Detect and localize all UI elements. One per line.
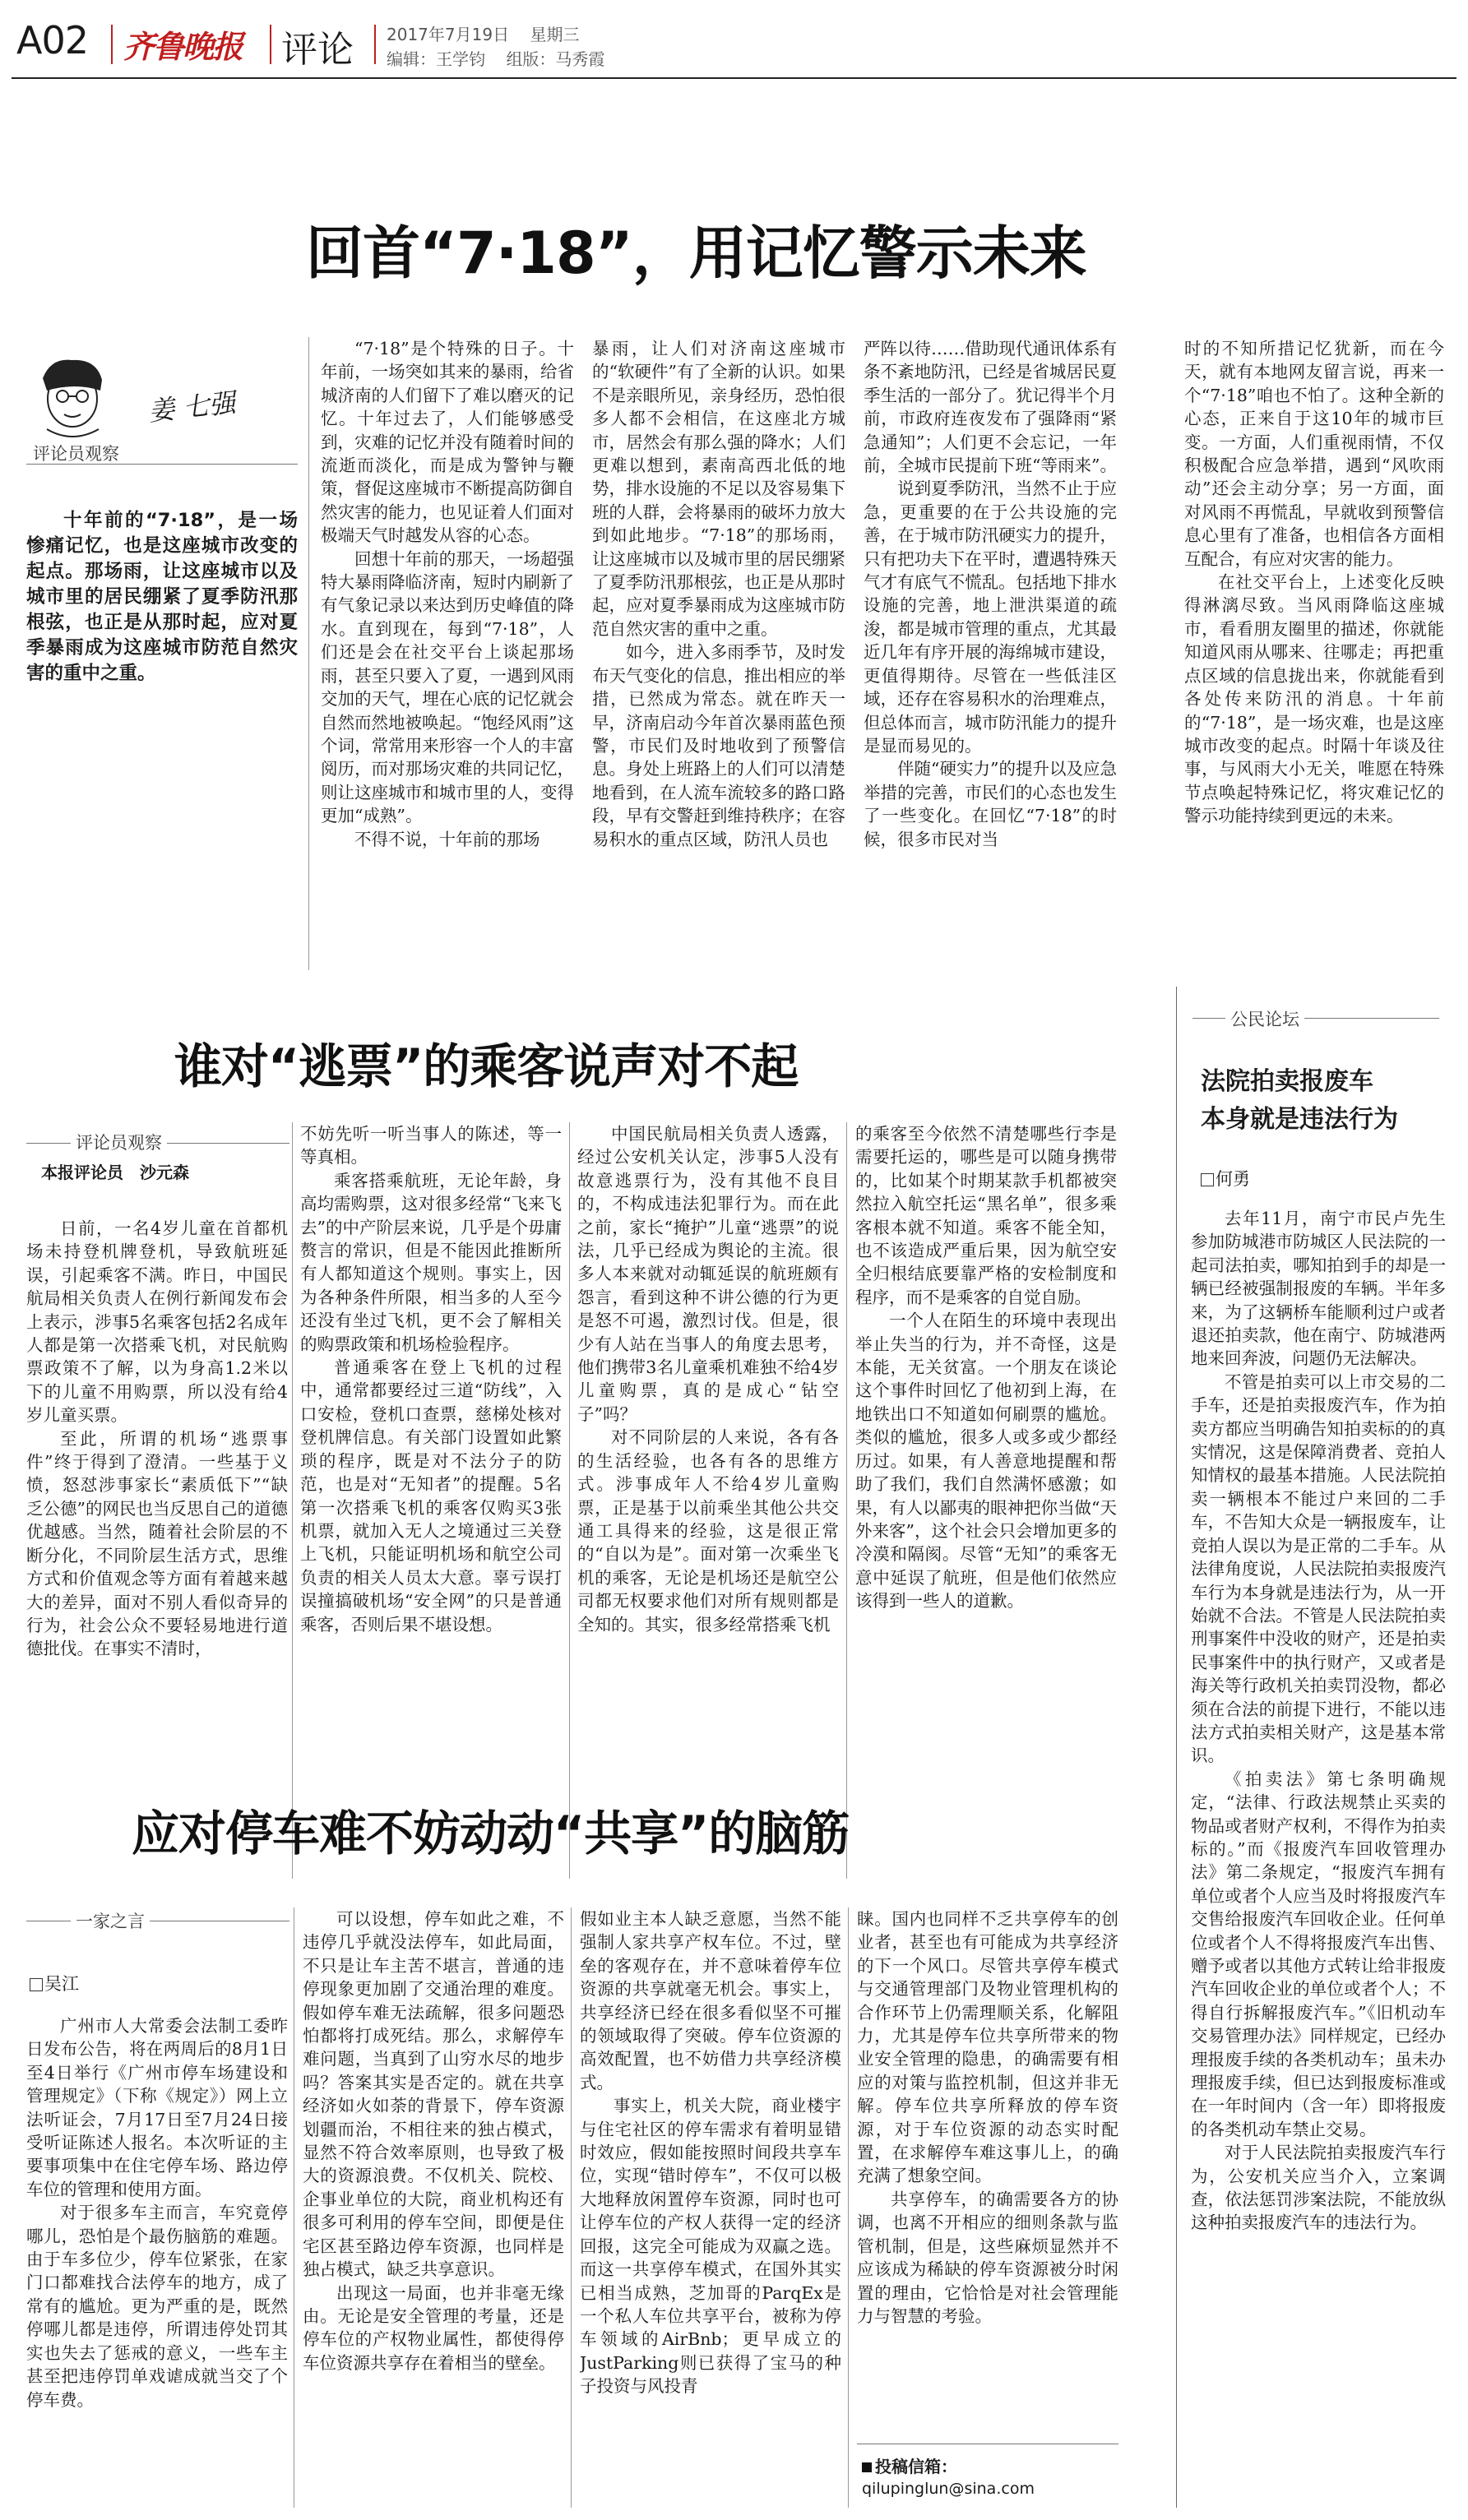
forum-headline-line-1: 法院拍卖报废车 bbox=[1201, 1067, 1373, 1096]
paragraph: 共享停车，的确需要各方的协调，也离不开相应的细则条款与监管机制，但是，这些麻烦显然并不应该成为稀缺的停车资源被分时闲置的理由，它恰恰是对社会管理能力与智慧的考验。 bbox=[857, 2189, 1118, 2326]
masthead-divider bbox=[270, 25, 271, 64]
paragraph: 乘客搭乘航班，无论年龄，身高均需购票，这对很多经常“飞来飞去”的中产阶层来说，几乎是个毋庸赘言的常识，但是不能因此推断所有人都知道这个规则。事实上，因为各种条件所限，相当多的人至今还没有坐过飞机，更不会了解相关的购票政策和机场检验程序。 bbox=[300, 1170, 562, 1354]
paper-logo: 齐鲁晚报 bbox=[123, 28, 243, 65]
section-title: 评论 bbox=[281, 29, 354, 71]
editor-credits bbox=[387, 46, 604, 70]
paragraph: 不妨先听一听当事人的陈述，等一等真相。 bbox=[300, 1124, 562, 1168]
article-3-col-2 bbox=[303, 1907, 564, 2508]
article-3-author-name: 吴江 bbox=[44, 1974, 79, 1994]
paragraph: 伴随“硬实力”的提升以及应急举措的完善，市民们的心态也发生了一些变化。在回忆“7·18”的时候，很多市民对当 bbox=[864, 759, 1117, 849]
column-rule bbox=[571, 1907, 572, 2508]
designer: 组版：马秀霞 bbox=[506, 49, 605, 69]
column-rule bbox=[308, 337, 309, 970]
forum-author bbox=[1201, 1166, 1250, 1191]
weekday: 星期三 bbox=[530, 25, 580, 44]
paragraph: 去年11月，南宁市民卢先生参加防城港市防城区人民法院的一起司法拍卖，哪知拍到手的却是一辆已经被强制报废的车辆。半年多来，为了这辆桥车能顺利过户或者退还拍卖款，他在南宁、防城港两地来回奔波，问题仍无法解决。 bbox=[1191, 1209, 1446, 1369]
article-2-col-3 bbox=[577, 1122, 839, 1879]
paragraph: “7·18”是个特殊的日子。十年前，一场突如其来的暴雨，给省城济南的人们留下了难以磨灭的记忆。十年过去了，人们能够感受到，灾难的记忆并没有随着时间的流逝而淡化，而是成为警钟与鞭策，督促这座城市不断提高防御自然灾害的能力，也见证着人们面对极端天气时越发从容的心态。 bbox=[321, 339, 574, 546]
headline-article-3: 应对停车难不妨动动“共享”的脑筋 bbox=[132, 1806, 850, 1861]
article-2-col-2 bbox=[300, 1122, 562, 1879]
forum-body bbox=[1191, 1207, 1446, 2506]
column-rule bbox=[846, 1122, 847, 1879]
paragraph: 如今，进入多雨季节，及时发布天气变化的信息，推出相应的举措，已然成为常态。就在昨天一早，济南启动今年首次暴雨蓝色预警，市民们及时地收到了预警信息。身处上班路上的人们可以清楚地看到，在人流车流较多的路口路段，早有交警赶到维持秩序；在容易积水的重点区域，防汛人员也 bbox=[592, 642, 845, 849]
forum-author-name: 何勇 bbox=[1216, 1169, 1250, 1189]
article-3-col-3 bbox=[580, 1907, 841, 2508]
article-1-col-3 bbox=[864, 337, 1117, 970]
columnist-portrait bbox=[26, 354, 117, 440]
paragraph: 事实上，机关大院，商业楼宇与住宅社区的停车需求有着明显错时效应，假如能按照时间段共享车位，实现“错时停车”，不仅可以极大地释放闲置停车资源，同时也可让停车位的产权人获得一定的经济回报，这完全可能成为双赢之选。而这一共享停车模式，在国外其实已相当成熟，芝加哥的ParqEx是一个私人车位共享平台，被称为停车领域的AirBnb；更早成立的JustParking则已获得了宝马的种子投资与风投青 bbox=[580, 2096, 841, 2397]
paragraph: 的乘客至今依然不清楚哪些行李是需要托运的，哪些是可以随身携带的，比如某个时期某款手机都被突然拉入航空托运“黑名单”，很多乘客根本就不知道。乘客不能全知，也不该造成严重后果，因为航空安全归根结底要靠严格的安检制度和程序，而不是乘客的自觉自励。 bbox=[855, 1124, 1117, 1307]
forum-label: 公民论坛 bbox=[1225, 1006, 1304, 1031]
paragraph: 普通乘客在登上飞机的过程中，通常都要经过三道“防线”，入口安检，登机口查票，慈梯处核对登机牌信息。有关部门设置如此繁琐的程序，既是对不法分子的防范，也是对“无知者”的提醒。5名第一次搭乘飞机的乘客仅购买3张机票，就加入无人之境通过三关登上飞机，只能证明机场和航空公司负责的相关人员太大意。辜亏误打误撞搞破机场“安全网”的只是普通乘客，否则后果不堪设想。 bbox=[300, 1357, 562, 1635]
paragraph: 不管是拍卖可以上市交易的二手车，还是拍卖报废汽车，作为拍卖方都应当明确告知拍卖标的的真实情况，这是保障消费者、竞拍人知情权的最基本措施。人民法院拍卖一辆根本不能过户来回的二手车，不告知大众是一辆报废车，让竞拍人误以为是正常的二手车。从法律角度说，人民法院拍卖报废汽车行为本身就是违法行为，从一开始就不合法。不管是人民法院拍卖刑事案件中没收的财产，还是拍卖民事案件中的执行财产，又或者是海关等行政机关拍卖罚没物，都必须在合法的前提下进行，不能以违法方式拍卖相关财产，这是基本常识。 bbox=[1191, 1371, 1446, 1766]
masthead-divider bbox=[111, 25, 113, 64]
headline-article-1: 回首“7·18”，用记忆警示未来 bbox=[306, 220, 1086, 287]
column-label: 评论员观察 bbox=[71, 1130, 167, 1154]
paragraph: 回想十年前的那天，一场超强特大暴雨降临济南，短时内刷新了有气象记录以来达到历史峰值的降水。直到现在，每到“7·18”，人们还是会在社交平台上谈起那场雨，甚至只要入了夏，一遇到风雨交加的天气，埋在心底的记忆就会自然而然地被唤起。“饱经风雨”这个词，常常用来形容一个人的丰富阅历，而对那场灾难的共同记忆，则让这座城市和城市里的人，变得更加“成熟”。 bbox=[321, 548, 574, 826]
column-rule bbox=[292, 1122, 293, 1879]
paragraph: 对于人民法院拍卖报废汽车行为，公安机关应当介入，立案调查，依法惩罚涉案法院，不能放纵这种拍卖报废汽车的违法行为。 bbox=[1191, 2143, 1446, 2233]
submission-label-text: 投稿信箱： bbox=[875, 2457, 957, 2476]
date: 2017年7月19日 bbox=[387, 25, 510, 44]
paragraph: 可以设想，停车如此之难，不违停几乎就没法停车，如此局面，不只是让车主苦不堪言，普通的违停现象更加剧了交通治理的难度。假如停车难无法疏解，很多问题恐怕都将打成死结。那么，求解停车难问题，当真到了山穷水尽的地步吗？答案其实是否定的。就在共享经济如火如荼的背景下，停车资源划疆而治，不相往来的独占模式，显然不符合效率原则，也导致了极大的资源浪费。不仅机关、院校、企事业单位的大院，商业机构还有很多可利用的停车空间，即便是住宅区甚至路边停车资源，也同样是独占模式，缺乏共享意识。 bbox=[303, 1909, 564, 2280]
paragraph: 说到夏季防汛，当然不止于应急，更重要的在于公共设施的完善，在于城市防汛硬实力的提升，只有把功夫下在平时，遭遇特殊天气才有底气不慌乱。包括地下排水设施的完善，地上泄洪渠道的疏浚，都是城市管理的重点，尤其最近几年有序开展的海绵城市建设，更值得期待。尽管在一些低洼区域，还存在容易积水的治理难点，但总体而言，城市防汛能力的提升是显而易见的。 bbox=[864, 479, 1117, 756]
article-2-col-1 bbox=[26, 1217, 288, 1875]
column-label-rule bbox=[26, 464, 298, 465]
square-icon bbox=[862, 2462, 872, 2472]
paragraph: 在社交平台上，上述变化反映得淋漓尽致。当风雨降临这座城市，看看朋友圈里的描述，你就能知道风雨从哪来、往哪走；再把重点区域的信息拢出来，你就能看到各处传来防汛的消息。十年前的“7·18”，是一场灾难，也是这座城市改变的起点。时隔十年谈及往事，与风雨大小无关，唯愿在特殊节点唤起特殊记忆，将灾难记忆的警示功能持续到更远的未来。 bbox=[1184, 572, 1444, 826]
paragraph: 日前，一名4岁儿童在首都机场未持登机牌登机，导致航班延误，引起乘客不满。昨日，中国民航局相关负责人在例行新闻发布会上表示，涉事5名乘客包括2名成年人都是第一次搭乘飞机，对民航购票政策不了解，以为身高1.2米以下的儿童不用购票，所以没有给4岁儿童买票。 bbox=[26, 1218, 288, 1426]
byline: 本报评论员 沙元森 bbox=[41, 1163, 189, 1182]
article-3-author bbox=[30, 1971, 79, 1995]
paragraph: 严阵以待……借助现代通讯体系有条不紊地防汛，已经是省城居民夏季生活的一部分了。犹记得半个月前，市政府连夜发布了强降雨“紧急通知”；人们更不会忘记，一年前，全城市民提前下班“等雨来”。 bbox=[864, 339, 1117, 476]
article-1-lede bbox=[26, 508, 298, 687]
column-rule bbox=[848, 1907, 849, 2508]
issue-date bbox=[387, 21, 580, 45]
forum-headline-line-2: 本身就是违法行为 bbox=[1201, 1105, 1398, 1134]
paragraph: 不得不说，十年前的那场 bbox=[354, 829, 540, 849]
submission-label bbox=[862, 2453, 957, 2477]
column-label: 评论员观察 bbox=[33, 444, 119, 464]
column-label: 一家之言 bbox=[71, 1908, 150, 1933]
article-1-col-2 bbox=[592, 337, 845, 970]
columnist-signature: 姜 七强 bbox=[146, 386, 238, 428]
masthead-rule bbox=[12, 77, 1456, 79]
paragraph: 一个人在陌生的环境中表现出举止失当的行为，并不奇怪，这是本能，无关贫富。一个朋友在谈论这个事件时回忆了他初到上海，在地铁出口不知道如何刷票的尴尬。类似的尴尬，很多人或多或少都经历过。如果，有人善意地提醒和帮助了我们，我们自然满怀感激；如果，有人以鄙夷的眼神把你当做“天外来客”，这个社会只会增加更多的冷漠和隔阂。尽管“无知”的乘客无意中延误了航班，但是他们依然应该得到一些人的道歉。 bbox=[855, 1311, 1117, 1611]
paragraph: 暴雨，让人们对济南这座城市的“软硬件”有了全新的认识。如果不是亲眼所见，亲身经历，恐怕很多人都不会相信，在这座北方城市，居然会有那么强的降水；人们更难以想到，素南高西北低的地势，排水设施的不足以及容易集下班的人群，会将暴雨的破坏力放大到如此地步。“7·18”的那场雨，让这座城市以及城市里的居民绷紧了夏季防汛那根弦，也正是从那时起，应对夏季暴雨成为这座城市防范自然灾害的重中之重。 bbox=[592, 339, 845, 639]
page-number: A02 bbox=[16, 18, 89, 62]
article-1-col-1 bbox=[321, 337, 574, 970]
article-1-col-4 bbox=[1184, 337, 1444, 970]
editor: 编辑：王学钧 bbox=[387, 49, 485, 69]
article-2-col-4 bbox=[855, 1122, 1117, 1879]
author-marker bbox=[1201, 1173, 1214, 1186]
column-rule bbox=[569, 1122, 570, 1879]
article-3-col-1 bbox=[26, 2014, 288, 2508]
paragraph: 广州市人大常委会法制工委昨日发布公告，将在两周后的8月1日至4日举行《广州市停车场建设和管理规定》（下称《规定》）网上立法听证会，7月17日至7月24日接受听证陈述人报名。本次听证的主要事项集中在住宅停车场、路边停车位的管理和使用方面。 bbox=[26, 2016, 288, 2199]
lede-text: 十年前的“7·18”，是一场惨痛记忆，也是这座城市改变的起点。那场雨，让这座城市以及城市里的居民绷紧了夏季防汛那根弦，也正是从那时起，应对夏季暴雨成为这座城市防范自然灾害的重中之重。 bbox=[26, 510, 298, 684]
paragraph: 假如业主本人缺乏意愿，当然不能强制人家共享产权车位。不过，壁垒的客观存在，并不意味着停车位资源的共享就毫无机会。事实上，共享经济已经在很多看似坚不可摧的领域取得了突破。停车位资源的高效配置，也不妨借力共享经济模式。 bbox=[580, 1909, 841, 2092]
rail-rule bbox=[1176, 987, 1177, 2508]
masthead-divider bbox=[374, 25, 376, 64]
paragraph: 《拍卖法》第七条明确规定，“法律、行政法规禁止买卖的物品或者财产权利，不得作为拍卖标的。”而《报废汽车回收管理办法》第二条规定，“报废汽车拥有单位或者个人应当及时将报废汽车交售给报废汽车回收企业。任何单位或者个人不得将报废汽车出售、赠予或者以其他方式转让给非报废汽车回收企业的单位或者个人；不得自行拆解报废汽车。”《旧机动车交易管理办法》同样规定，已经办理报废手续的各类机动车；虽未办理报废手续，但已达到报废标准或在一年时间内（含一年）即将报废的各类机动车禁止交易。 bbox=[1191, 1769, 1446, 2139]
paragraph: 对于很多车主而言，车究竟停哪儿，恐怕是个最伤脑筋的难题。由于车多位少，停车位紧张，在家门口都难找合法停车的地方，成了常有的尴尬。更为严重的是，既然停哪儿都是违停，所谓违停处罚其实也失去了惩戒的意义，一些车主甚至把违停罚单戏谑成就当交了个停车费。 bbox=[26, 2203, 288, 2410]
paragraph: 对不同阶层的人来说，各有各的生活经验，也各有各的思维方式。涉事成年人不给4岁儿童购票，正是基于以前乘坐其他公共交通工具得来的经验，这是很正常的“自以为是”。面对第一次乘坐飞机的乘客，无论是机场还是航空公司都无权要求他们对所有规则都是全知的。其实，很多经常搭乘飞机 bbox=[577, 1427, 839, 1635]
paragraph: 时的不知所措记忆犹新，而在今天，就有本地网友留言说，再来一个“7·18”咱也不怕了。这种全新的心态，正来自于这10年的城市巨变。一方面，人们重视雨情，不仅积极配合应急举措，遇到“风吹雨动”还会主动分享；另一方面，面对风雨不再慌乱，早就收到预警信息心里有了准备，也相信各方面相互配合，有应对灾害的能力。 bbox=[1184, 339, 1444, 569]
author-marker bbox=[30, 1978, 43, 1991]
paragraph: 中国民航局相关负责人透露，经过公安机关认定，涉事5人没有故意逃票行为，没有其他不良目的，不构成违法犯罪行为。而在此之前，家长“掩护”儿童“逃票”的说法，几乎已经成为舆论的主流。很多人本来就对动辄延误的航班颇有怨言，看到这种不讲公德的行为更是怒不可遏，激烈讨伐。但是，很少有人站在当事人的角度去思考，他们携带3名儿童乘机难独不给4岁儿童购票，真的是成心“钻空子”吗？ bbox=[577, 1124, 839, 1424]
headline-article-2: 谁对“逃票”的乘客说声对不起 bbox=[174, 1038, 799, 1094]
submission-email[interactable]: qilupinglun@sina.com bbox=[862, 2480, 1035, 2498]
article-3-col-4 bbox=[857, 1907, 1118, 2442]
paragraph: 出现这一局面，也并非毫无缘由。无论是安全管理的考量，还是停车位的产权物业属性，都使得停车位资源共享存在着相当的壁垒。 bbox=[303, 2282, 564, 2373]
paragraph: 至此，所谓的机场“逃票事件”终于得到了澄清。一些基于义愤，怒怼涉事家长“素质低下”“缺乏公德”的网民也当反思自己的道德优越感。当然，随着社会阶层的不断分化，不同阶层生活方式，思维方式和价值观念等方面有着越来越大的差异，面对不别人看似奇异的行为，社会公众不要轻易地进行道德批伐。在事实不清时， bbox=[26, 1428, 288, 1659]
paragraph: 睐。国内也同样不乏共享停车的创业者，甚至也有可能成为共享经济的下一个风口。尽管共享停车模式与交通管理部门及物业管理机构的合作环节上仍需理顺关系，化解阻力，尤其是停车位共享所带来的物业安全管理的隐患，的确需要有相应的对策与监控机制，但这并非无解。停车位共享所释放的停车资源，对于车位资源的动态实时配置，在求解停车难这事儿上，的确充满了想象空间。 bbox=[857, 1909, 1118, 2186]
